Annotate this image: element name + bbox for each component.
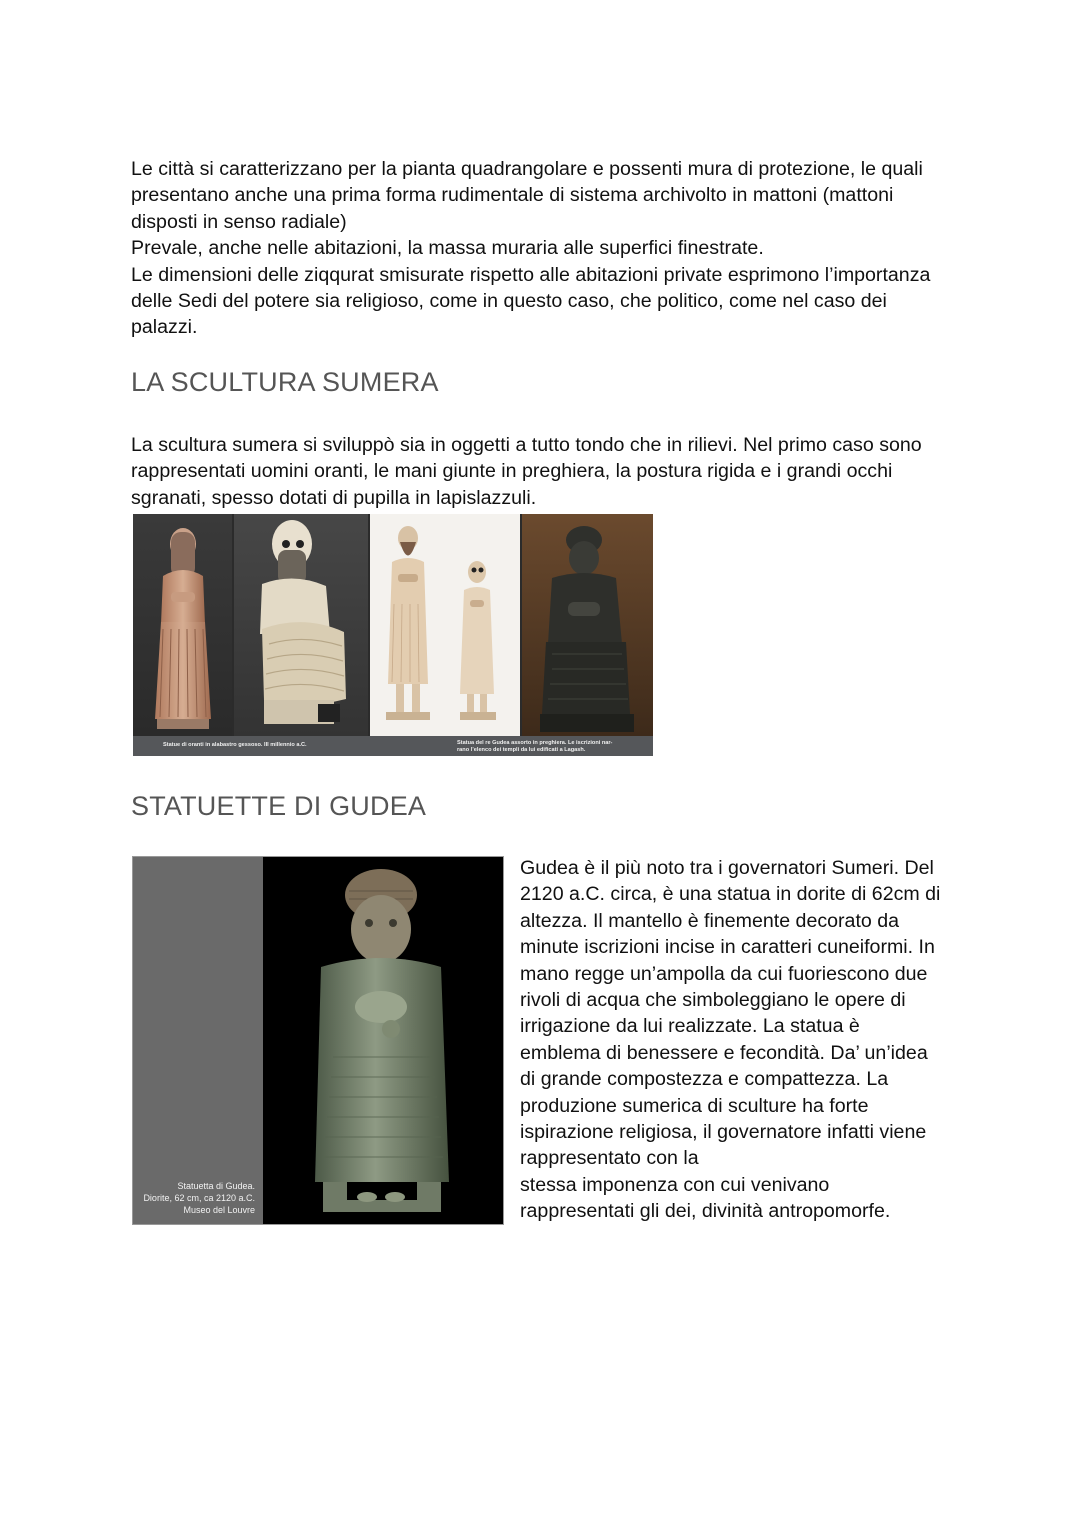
text-line: produzione sumerica di sculture ha forte — [520, 1094, 869, 1117]
text-line: rappresentati uomini oranti, le mani giunte in preghiera, la postura rigida e i grandi occhi — [131, 460, 893, 483]
text-line: ispirazione religiosa, il governatore infatti viene — [520, 1121, 927, 1144]
caption-line: rano l’elenco dei templi da lui edificati a Lagash. — [457, 746, 586, 753]
text-line: La scultura sumera si sviluppò sia in oggetti a tutto tondo che in rilievi. Nel primo caso sono — [131, 434, 922, 456]
intro-paragraph — [131, 156, 961, 341]
gudea-statue-photo — [263, 857, 503, 1224]
gudea-statue-figure — [132, 856, 504, 1225]
text-line: di grande compostezza e compattezza. La — [520, 1068, 889, 1091]
text-line: mano regge un’ampolla da cui fuoriescono due — [520, 962, 928, 985]
text-line: rivoli di acqua che simboleggiano le opere di — [520, 989, 906, 1012]
caption-line: Museo del Louvre — [183, 1205, 255, 1215]
text-line: disposti in senso radiale) — [131, 210, 347, 233]
caption-line: Statua del re Gudea assorto in preghiera. Le iscrizioni nar- — [457, 740, 613, 746]
text-line: irrigazione da lui realizzate. La statua è — [520, 1015, 860, 1038]
statue-photo-2 — [234, 514, 368, 736]
gudea-caption-panel — [133, 857, 263, 1224]
gudea-description — [520, 855, 960, 1225]
figure-caption-right — [457, 740, 637, 753]
section-heading-gudea: STATUETTE DI GUDEA — [131, 791, 427, 821]
text-line: minute iscrizioni incise in caratteri cuneiformi. In — [520, 936, 935, 959]
text-line: rappresentati gli dei, divinità antropomorfe. — [520, 1200, 891, 1223]
text-line: presentano anche una prima forma rudimentale di sistema archivolto in mattoni (mattoni — [131, 184, 894, 207]
figure-caption-left: Statue di oranti in alabastro gessoso. III millennio a.C. — [163, 742, 307, 748]
text-line: sgranati, spesso dotati di pupilla in lapislazzuli. — [131, 486, 537, 509]
section-heading-scultura: LA SCULTURA SUMERA — [131, 367, 439, 397]
text-line: stessa imponenza con cui venivano — [520, 1173, 830, 1196]
text-line: Gudea è il più noto tra i governatori Sumeri. Del — [520, 857, 934, 879]
text-line: palazzi. — [131, 316, 198, 339]
statue-photo-1 — [133, 514, 232, 736]
text-line: altezza. Il mantello è finemente decorato da — [520, 909, 900, 932]
caption-line: Statuetta di Gudea. — [177, 1181, 255, 1191]
text-line: 2120 a.C. circa, è una statua in dorite di 62cm di — [520, 883, 941, 906]
scultura-paragraph — [131, 432, 961, 511]
statue-photo-3 — [370, 514, 520, 736]
caption-line: Diorite, 62 cm, ca 2120 a.C. — [143, 1193, 255, 1203]
sumerian-statues-figure — [133, 514, 653, 756]
text-line: Prevale, anche nelle abitazioni, la massa muraria alle superfici finestrate. — [131, 237, 764, 260]
text-line: delle Sedi del potere sia religioso, come in questo caso, che politico, come nel caso dei — [131, 290, 887, 313]
text-line: Le dimensioni delle ziqqurat smisurate rispetto alle abitazioni private esprimono l’importanza — [131, 263, 931, 286]
text-line: rappresentato con la — [520, 1147, 699, 1170]
text-line: emblema di benessere e fecondità. Da’ un’idea — [520, 1041, 928, 1064]
statue-photo-4 — [522, 514, 653, 736]
text-line: Le città si caratterizzano per la pianta quadrangolare e possenti mura di protezione, le quali — [131, 158, 923, 180]
gudea-caption — [143, 1180, 255, 1216]
